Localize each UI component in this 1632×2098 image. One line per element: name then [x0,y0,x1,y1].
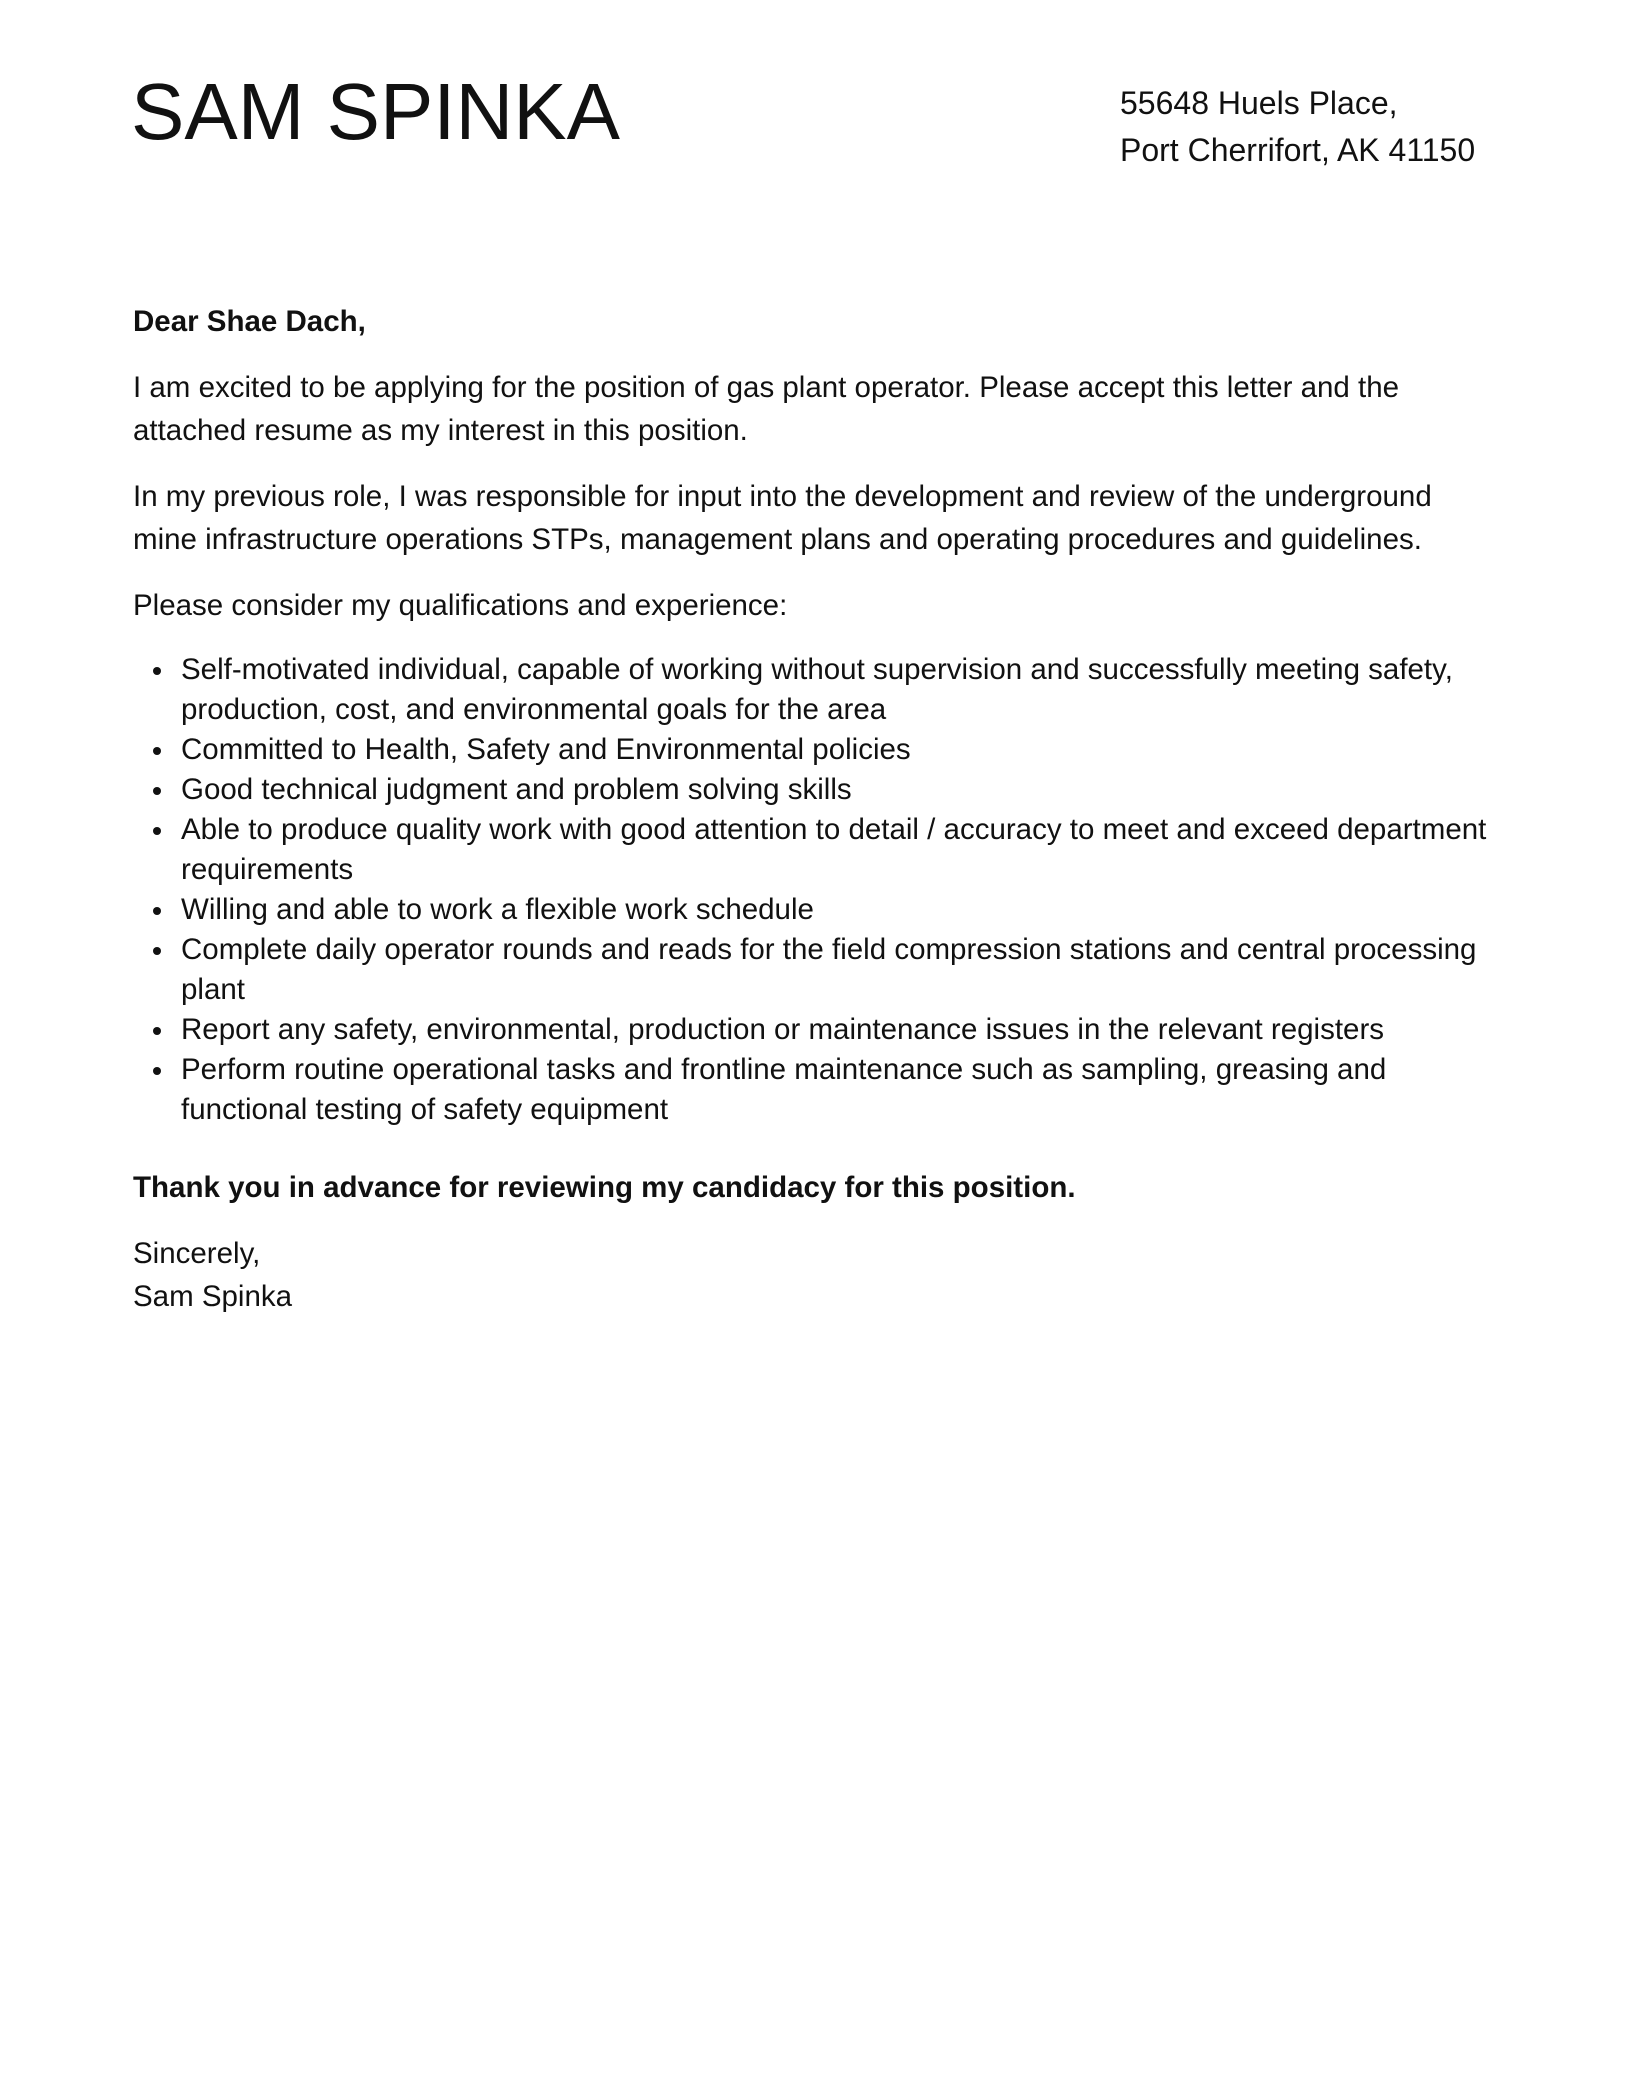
applicant-name: SAM SPINKA [131,67,621,156]
address-line-1: 55648 Huels Place, [1120,85,1398,121]
list-item: Good technical judgment and problem solving skills [181,770,1503,810]
list-item: Complete daily operator rounds and reads for the field compression stations and central processing plant [181,930,1503,1010]
signoff-block [133,1232,1503,1318]
salutation: Dear Shae Dach, [133,305,366,338]
list-item: Committed to Health, Safety and Environmental policies [181,730,1503,770]
qualifications-list [133,650,1503,1130]
letter-body [133,300,1503,1318]
qualifications-intro: Please consider my qualifications and experience: [133,589,788,622]
list-item: Self-motivated individual, capable of working without supervision and successfully meeting safety, production, cost, and environmental goals for the area [181,650,1503,730]
applicant-address [1120,80,1475,174]
list-item: Report any safety, environmental, production or maintenance issues in the relevant registers [181,1010,1503,1050]
address-line-2: Port Cherrifort, AK 41150 [1120,132,1476,168]
list-item: Willing and able to work a flexible work schedule [181,890,1503,930]
list-item: Able to produce quality work with good attention to detail / accuracy to meet and exceed department requirements [181,810,1503,890]
intro-paragraph: I am excited to be applying for the position of gas plant operator. Please accept this letter and the attached resume as my interest in this position. [133,371,1400,447]
signature-name: Sam Spinka [133,1280,293,1313]
signoff: Sincerely, [133,1237,261,1270]
closing-statement: Thank you in advance for reviewing my candidacy for this position. [133,1171,1076,1204]
experience-paragraph: In my previous role, I was responsible for input into the development and review of the underground mine infrastructure operations STPs, management plans and operating procedures and guidelines. [133,480,1432,556]
list-item: Perform routine operational tasks and frontline maintenance such as sampling, greasing and functional testing of safety equipment [181,1050,1503,1130]
